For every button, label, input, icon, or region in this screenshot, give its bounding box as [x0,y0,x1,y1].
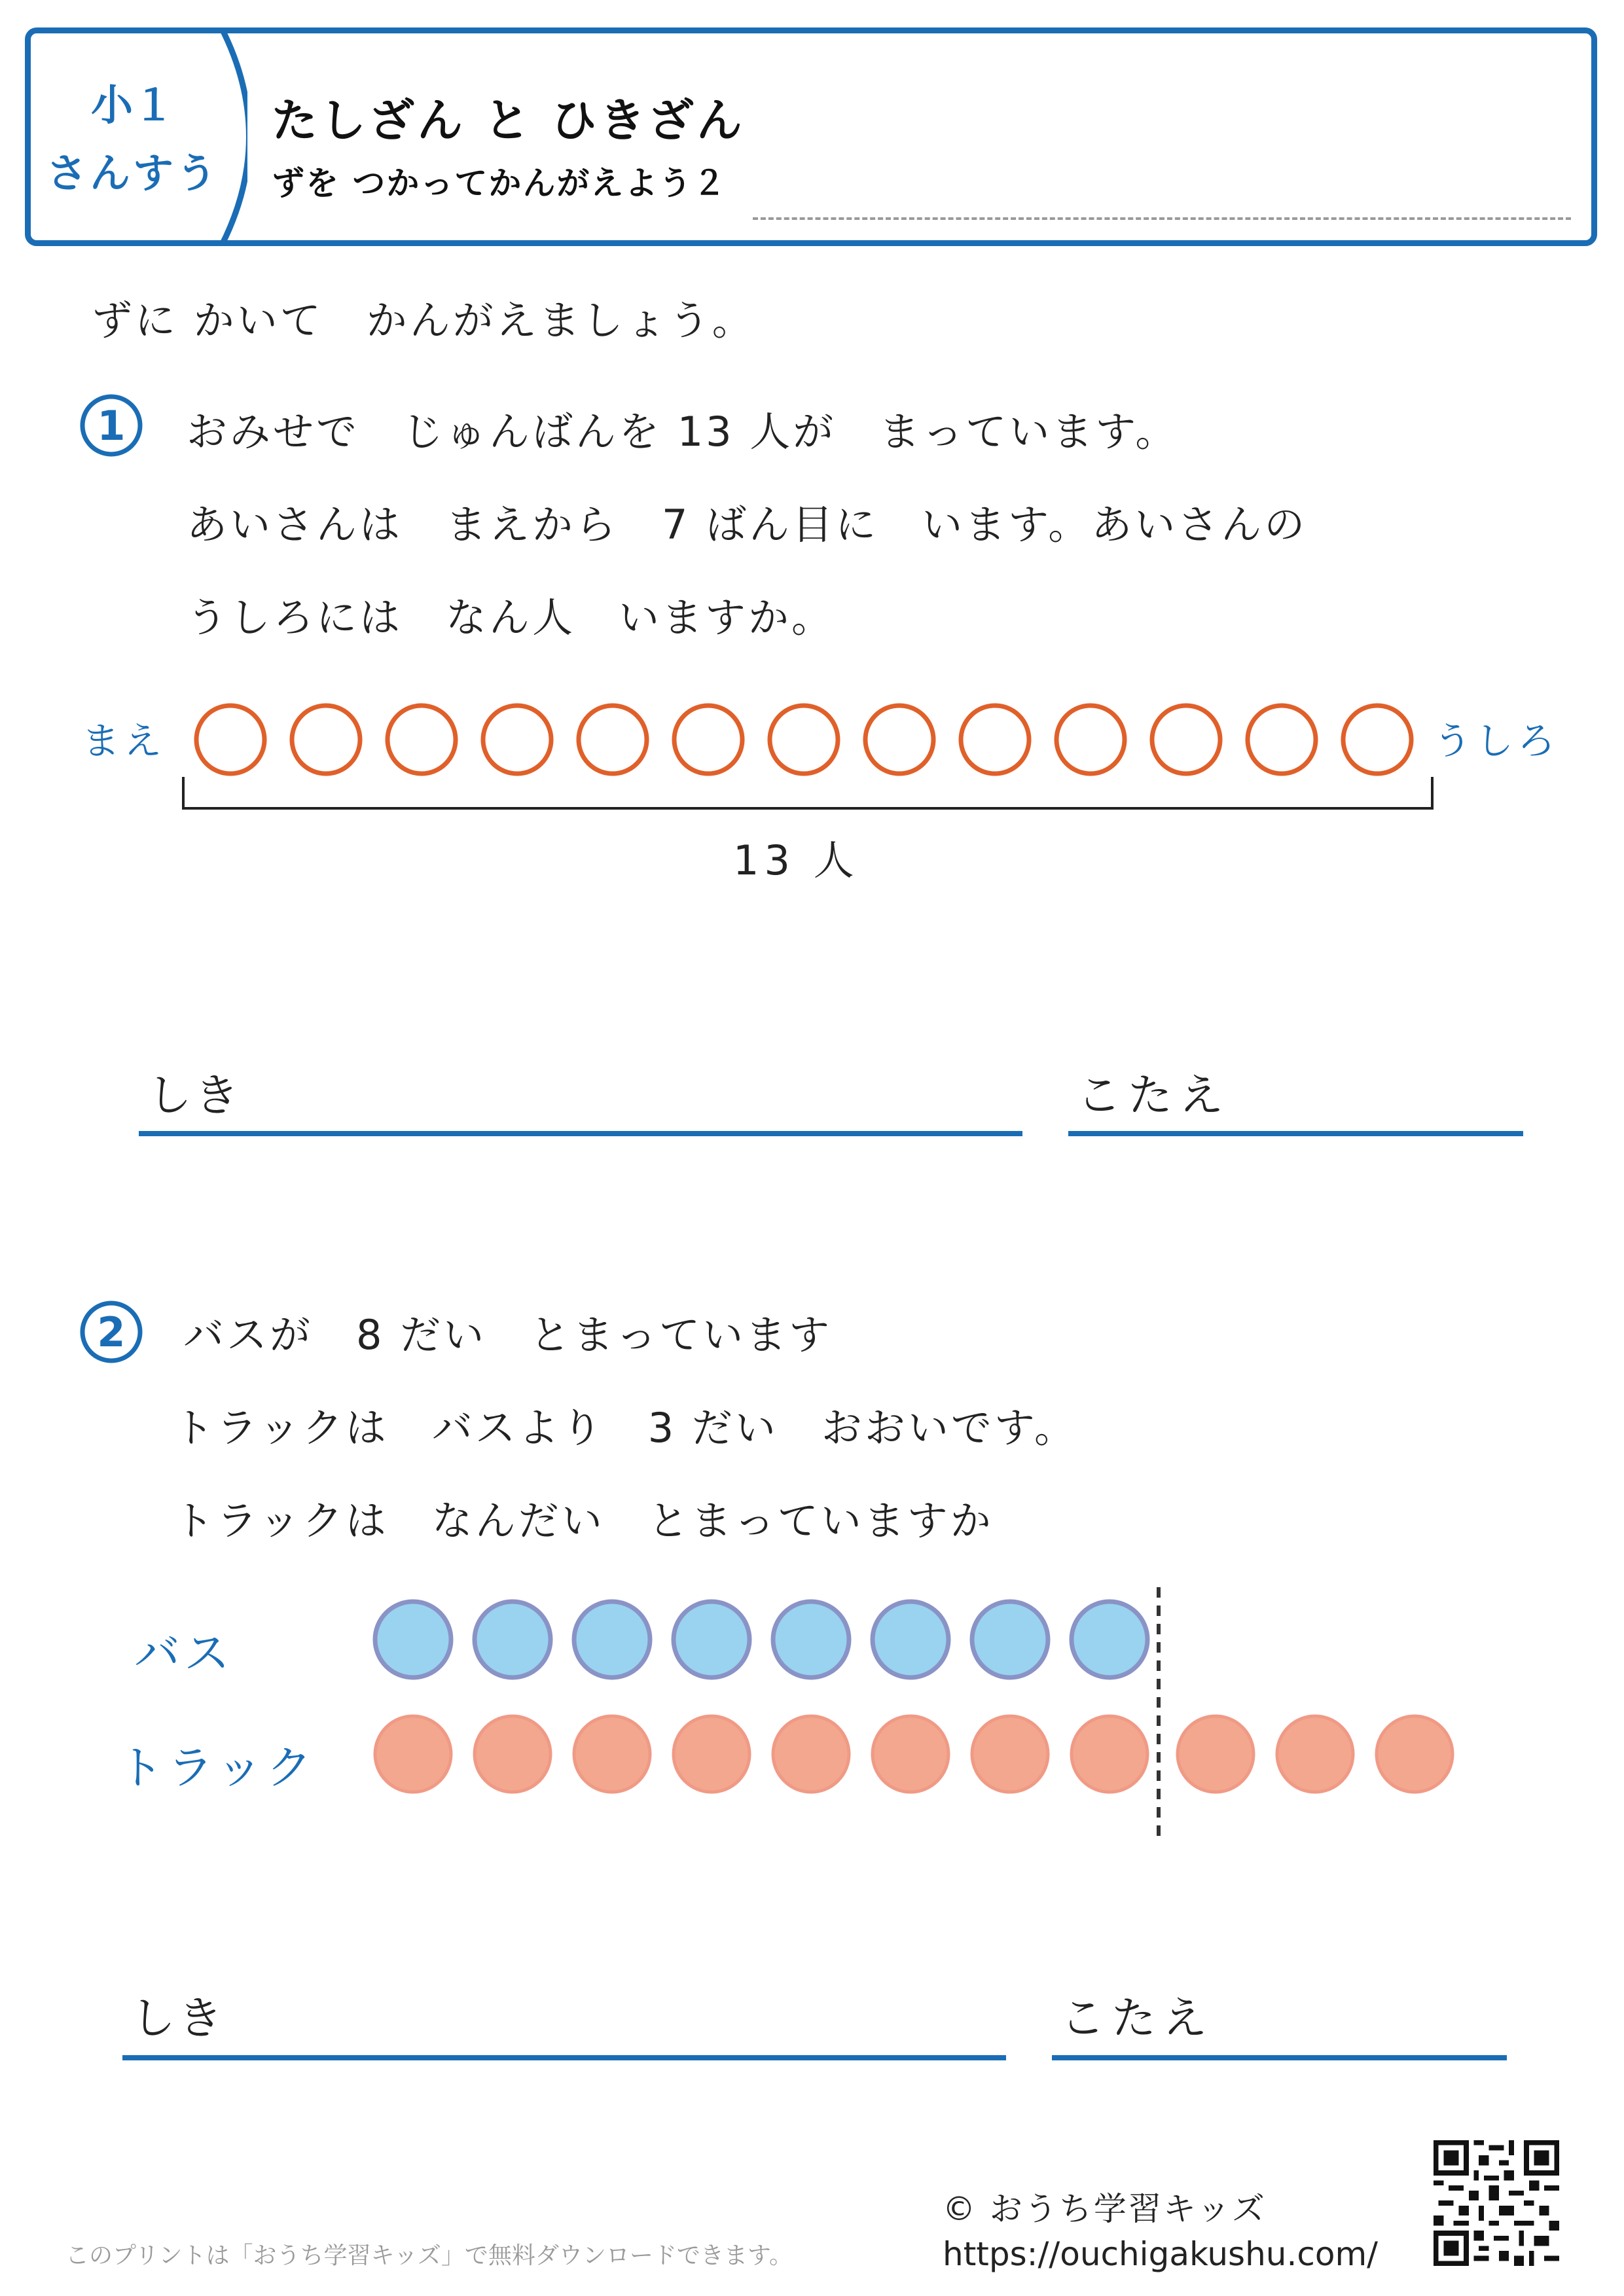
bus-circle [972,1602,1048,1677]
truck-circle [574,1716,650,1792]
queue-person-circle [674,706,742,774]
problem-1-number-badge [79,393,144,458]
problem-1-answer-line[interactable] [1068,1131,1523,1136]
truck-circle [1377,1716,1453,1792]
problem-1-formula-line[interactable] [139,1131,1022,1136]
problem-2-line-2: トラックは バスより 3 だい おおいです。 [173,1404,1077,1452]
instruction-text: ずに かいて かんがえましょう。 [92,296,755,344]
queue-person-circle [1343,706,1411,774]
bus-circle [674,1602,749,1677]
problem-2-line-3: トラックは なんだい とまっていますか [173,1497,994,1545]
queue-person-circle [579,706,647,774]
name-line [753,217,1571,220]
page-subtitle: ずを つかってかんがえよう２ [272,164,727,202]
bus-circle [1072,1602,1147,1677]
footer-url[interactable]: https://ouchigakushu.com/ [943,2235,1379,2273]
problem-2-formula-label: しき [131,1993,226,2045]
queue-person-circle [1152,706,1220,774]
queue-person-circle [483,706,551,774]
truck-circle [1072,1716,1147,1792]
problem-1-line-3: うしろには なん人 いますか。 [187,594,835,641]
queue-person-circle [1248,706,1316,774]
problem-1-line-1: おみせで じゅんばんを 13 人が まっています。 [187,408,1179,456]
truck-circle [773,1716,849,1792]
truck-circle [873,1716,948,1792]
problem-2-line-1: バスが 8 だい とまっています [183,1311,833,1359]
bus-row-label: バス [134,1626,234,1680]
queue-bracket [183,777,1432,808]
queue-diagram [177,694,1447,818]
bus-truck-diagram [367,1577,1479,1852]
front-label: まえ [82,719,166,763]
queue-person-circle [388,706,456,774]
bus-circle [873,1602,948,1677]
back-label: うしろ [1434,719,1560,763]
truck-circle [972,1716,1048,1792]
queue-person-circle [770,706,838,774]
qr-code-icon[interactable] [1434,2140,1559,2266]
queue-person-circle [1056,706,1125,774]
bus-circle [475,1602,550,1677]
queue-person-circle [292,706,360,774]
problem-1-answer-label: こたえ [1077,1070,1231,1122]
header-box [25,27,1597,246]
queue-person-circle [961,706,1029,774]
problem-1-line-2: あいさんは まえから 7 ばん目に います。あいさんの [187,501,1308,548]
footer-note: このプリントは「おうち学習キッズ」で無料ダウンロードできます。 [65,2242,793,2269]
queue-person-circle [196,706,264,774]
problem-2-formula-line[interactable] [122,2055,1006,2060]
queue-person-circle [865,706,933,774]
bus-circle [773,1602,849,1677]
footer-copyright: © おうち学習キッズ [943,2190,1267,2228]
truck-circle [1178,1716,1254,1792]
problem-2-number-badge [79,1299,144,1365]
problem-1-number: 1 [97,402,126,450]
problem-2-answer-line[interactable] [1052,2055,1507,2060]
truck-circle [475,1716,550,1792]
grade-label: 小１ [91,82,175,130]
queue-bracket-label: 13 人 [733,836,859,884]
bus-circle [574,1602,650,1677]
truck-row-label: トラック [118,1741,316,1795]
truck-circle [375,1716,451,1792]
truck-circle [674,1716,749,1792]
truck-circle [1277,1716,1353,1792]
subject-label: さんすう [46,149,219,197]
problem-1-formula-label: しき [147,1070,242,1122]
bus-circle [375,1602,451,1677]
page-title: たしざん と ひきざん [272,94,745,147]
problem-2-number: 2 [97,1308,126,1356]
problem-2-answer-label: こたえ [1060,1993,1214,2045]
